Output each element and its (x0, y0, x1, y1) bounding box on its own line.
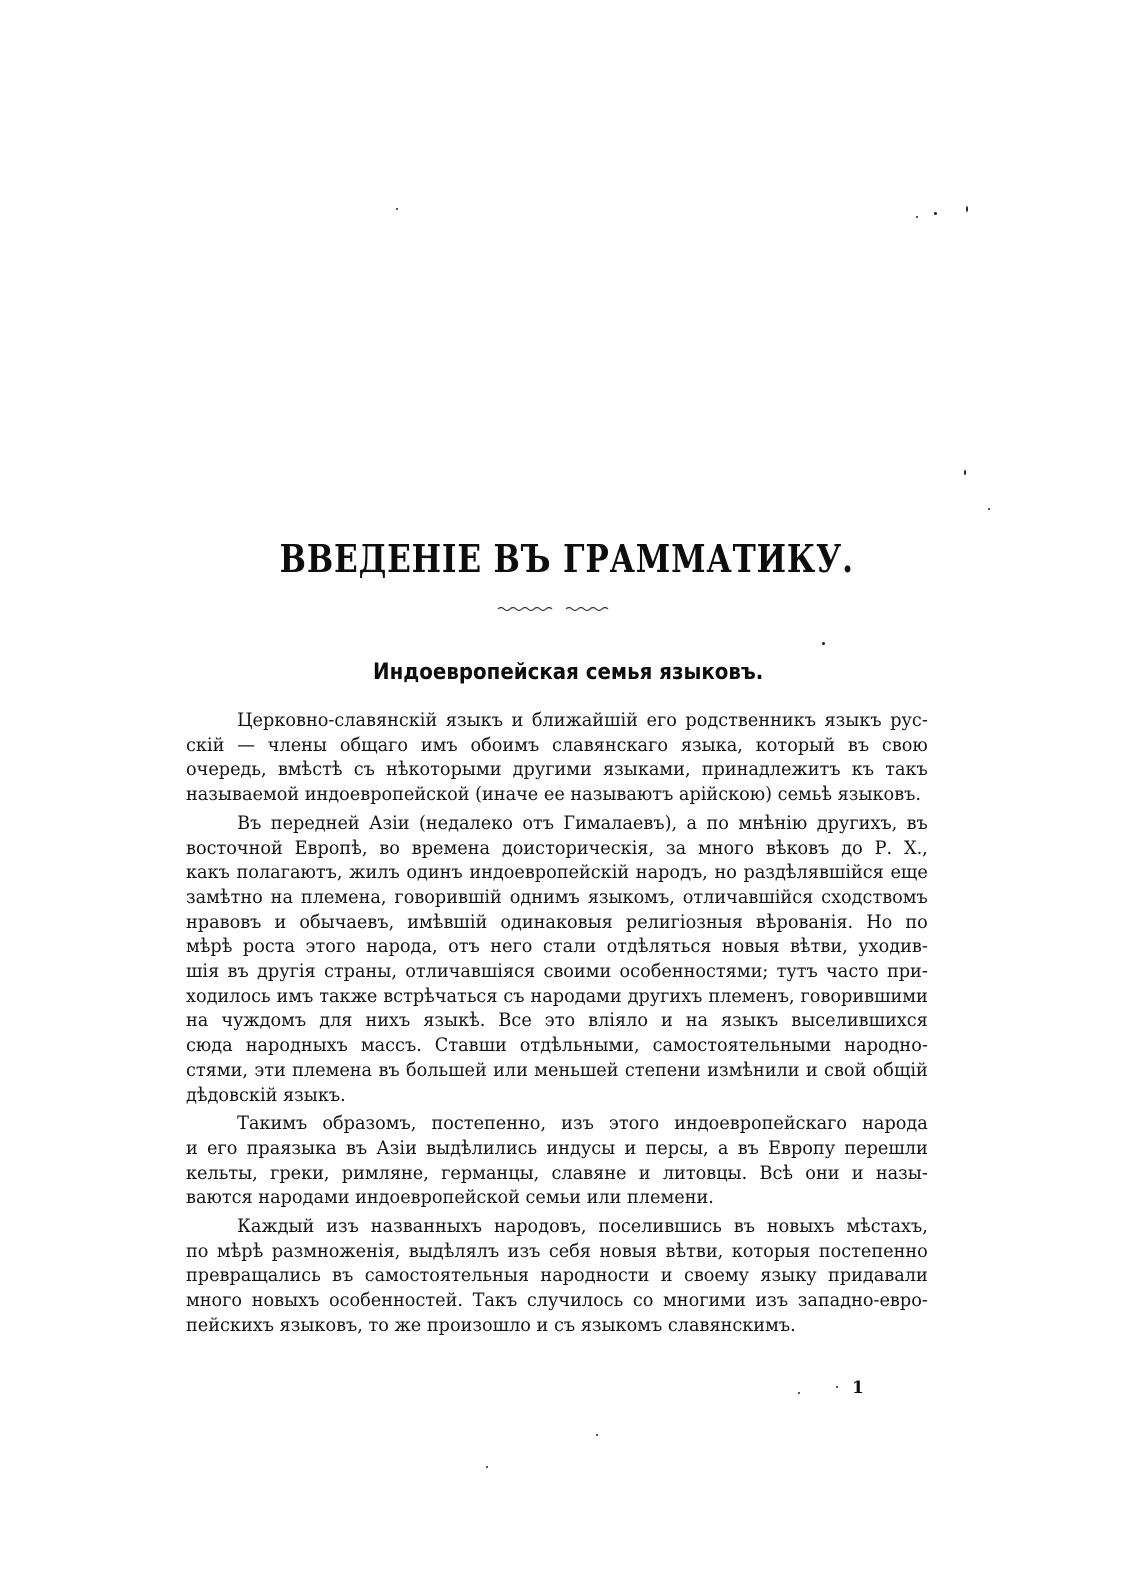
text-line: ваются народами индоевропейской семьи или племени. (186, 1186, 714, 1209)
text-line: по мѣрѣ размноженія, выдѣлялъ изъ себя новыя вѣтви, которыя постепенно (186, 1239, 928, 1262)
text-line: называемой индоевропейской (иначе ее называютъ арійскою) семьѣ языковъ. (186, 783, 922, 806)
text-line: мѣрѣ роста этого народа, отъ него стали отдѣляться новыя вѣтви, уходив- (186, 935, 928, 958)
text-line: много новыхъ особенностей. Такъ случилось со многими изъ западно-евро- (186, 1289, 928, 1312)
text-line: скій — члены общаго имъ обоимъ славянскаго языка, который въ свою (186, 733, 928, 756)
text-line: замѣтно на племена, говорившій однимъ языкомъ, отличавшійся сходствомъ (186, 885, 928, 908)
title-ornament (496, 604, 614, 614)
text-line: сюда народныхъ массъ. Ставши отдѣльными, самостоятельными народно- (186, 1034, 928, 1057)
text-line: Каждый изъ названныхъ народовъ, поселившись въ новыхъ мѣстахъ, (237, 1215, 928, 1238)
scan-speck (964, 470, 966, 475)
text-line: какъ полагаютъ, жилъ одинъ индоевропейскій народъ, но раздѣлявшійся еще (186, 861, 928, 884)
scan-speck (822, 642, 825, 645)
scan-speck (798, 1392, 800, 1394)
scan-speck (836, 1386, 838, 1388)
scan-speck (988, 508, 990, 510)
scan-speck (966, 206, 968, 212)
scan-speck (486, 1466, 488, 1468)
scan-speck (596, 1434, 598, 1436)
paragraph (186, 811, 928, 1107)
paragraph (186, 1214, 928, 1338)
page-title: ВВЕДЕНІЕ ВЪ ГРАММАТИКУ. (279, 536, 854, 581)
text-line: на чуждомъ для нихъ языкѣ. Все это вліяло и на языкъ выселившихся (186, 1009, 928, 1032)
text-line: Церковно-славянскій языкъ и ближайшій его родственникъ языкъ рус- (237, 709, 928, 731)
text-line: стями, эти племена въ большей или меньшей степени измѣнили и свой общій (186, 1058, 928, 1081)
body-text (186, 708, 928, 1338)
scan-speck (916, 216, 918, 218)
paragraph (186, 708, 928, 807)
scan-speck (934, 212, 937, 215)
text-line: Въ передней Азіи (недалеко отъ Гималаевъ), а по мнѣнію другихъ, въ (237, 811, 928, 834)
scan-speck (396, 208, 398, 210)
text-line: шія въ другія страны, отличавшіяся своими особенностями; тутъ часто при- (186, 960, 928, 983)
text-line: Такимъ образомъ, постепенно, изъ этого индоевропейскаго народа (237, 1112, 928, 1135)
text-line: и его праязыка въ Азіи выдѣлились индусы и персы, а въ Европу перешли (186, 1136, 928, 1159)
text-line: восточной Европѣ, во времена доисторическія, за много вѣковъ до Р. Х., (186, 836, 928, 859)
text-line: дѣдовскій языкъ. (186, 1083, 346, 1106)
text-line: очередь, вмѣстѣ съ нѣкоторыми другими языками, принадлежитъ къ такъ (186, 758, 928, 781)
page-number: 1 (852, 1378, 864, 1398)
text-line: пейскихъ языковъ, то же произошло и съ языкомъ славянскимъ. (186, 1313, 796, 1336)
text-line: нравовъ и обычаевъ, имѣвшій одинаковыя религіозныя вѣрованія. Но по (186, 910, 928, 933)
text-line: ходилось имъ также встрѣчаться съ народами другихъ племенъ, говорившими (186, 984, 928, 1007)
text-line: превращались въ самостоятельныя народности и своему языку придавали (186, 1264, 928, 1287)
section-heading: Индоевропейская семья языковъ. (373, 660, 764, 685)
text-line: кельты, греки, римляне, германцы, славяне и литовцы. Всѣ они и назы- (186, 1161, 928, 1184)
paragraph (186, 1111, 928, 1210)
